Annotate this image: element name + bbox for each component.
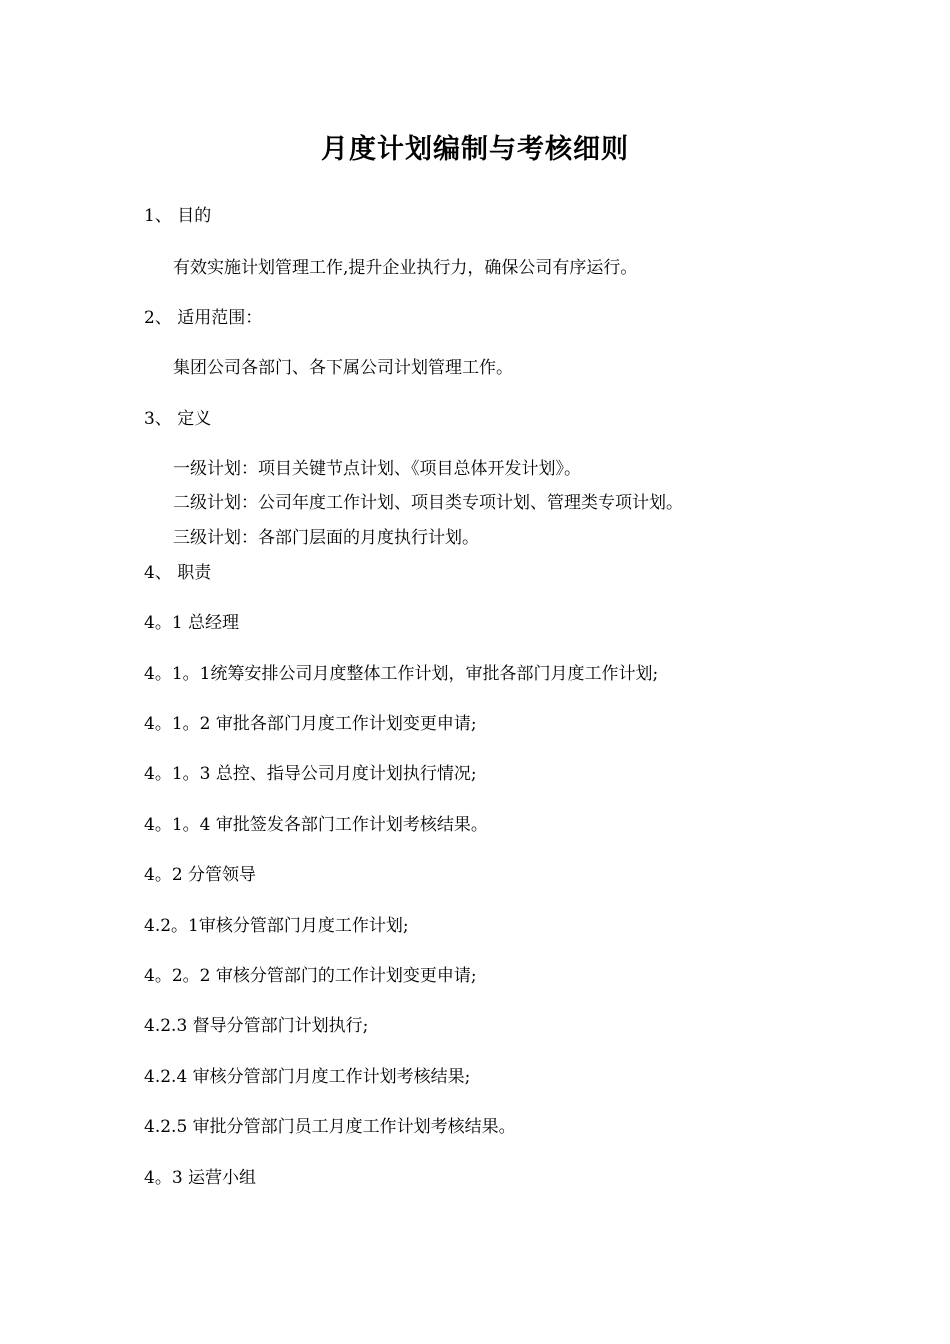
clause-4-2-4: 4.2.4 审核分管部门月度工作计划考核结果;: [144, 1067, 471, 1087]
section-heading-scope: 2、 适用范围：: [144, 308, 263, 328]
clause-4-2-1: 4.2。1审核分管部门月度工作计划;: [144, 916, 409, 936]
definition-level-3: 三级计划：各部门层面的月度执行计划。: [173, 528, 479, 548]
clause-4-2-3: 4.2.3 督导分管部门计划执行;: [144, 1016, 369, 1036]
subsection-heading-general-manager: 4。1 总经理: [144, 613, 240, 633]
clause-4-2-2: 4。2。2 审核分管部门的工作计划变更申请;: [144, 966, 477, 986]
paragraph-scope: 集团公司各部门、各下属公司计划管理工作。: [173, 358, 513, 378]
paragraph-purpose: 有效实施计划管理工作,提升企业执行力，确保公司有序运行。: [173, 258, 638, 278]
section-heading-purpose: 1、 目的: [144, 206, 212, 226]
document-title: 月度计划编制与考核细则: [321, 134, 629, 165]
subsection-heading-division-leader: 4。2 分管领导: [144, 865, 257, 885]
definition-level-1: 一级计划：项目关键节点计划、《项目总体开发计划》。: [173, 459, 581, 479]
section-heading-definition: 3、 定义: [144, 409, 212, 429]
clause-4-1-2: 4。1。2 审批各部门月度工作计划变更申请;: [144, 714, 477, 734]
clause-4-1-4: 4。1。4 审批签发各部门工作计划考核结果。: [144, 815, 488, 835]
definition-level-2: 二级计划：公司年度工作计划、项目类专项计划、管理类专项计划。: [173, 493, 683, 513]
clause-4-1-3: 4。1。3 总控、指导公司月度计划执行情况;: [144, 764, 477, 784]
subsection-heading-operations-team: 4。3 运营小组: [144, 1168, 257, 1188]
section-heading-duties: 4、 职责: [144, 563, 212, 583]
clause-4-1-1: 4。1。1统筹安排公司月度整体工作计划，审批各部门月度工作计划;: [144, 664, 659, 684]
clause-4-2-5: 4.2.5 审批分管部门员工月度工作计划考核结果。: [144, 1117, 516, 1137]
